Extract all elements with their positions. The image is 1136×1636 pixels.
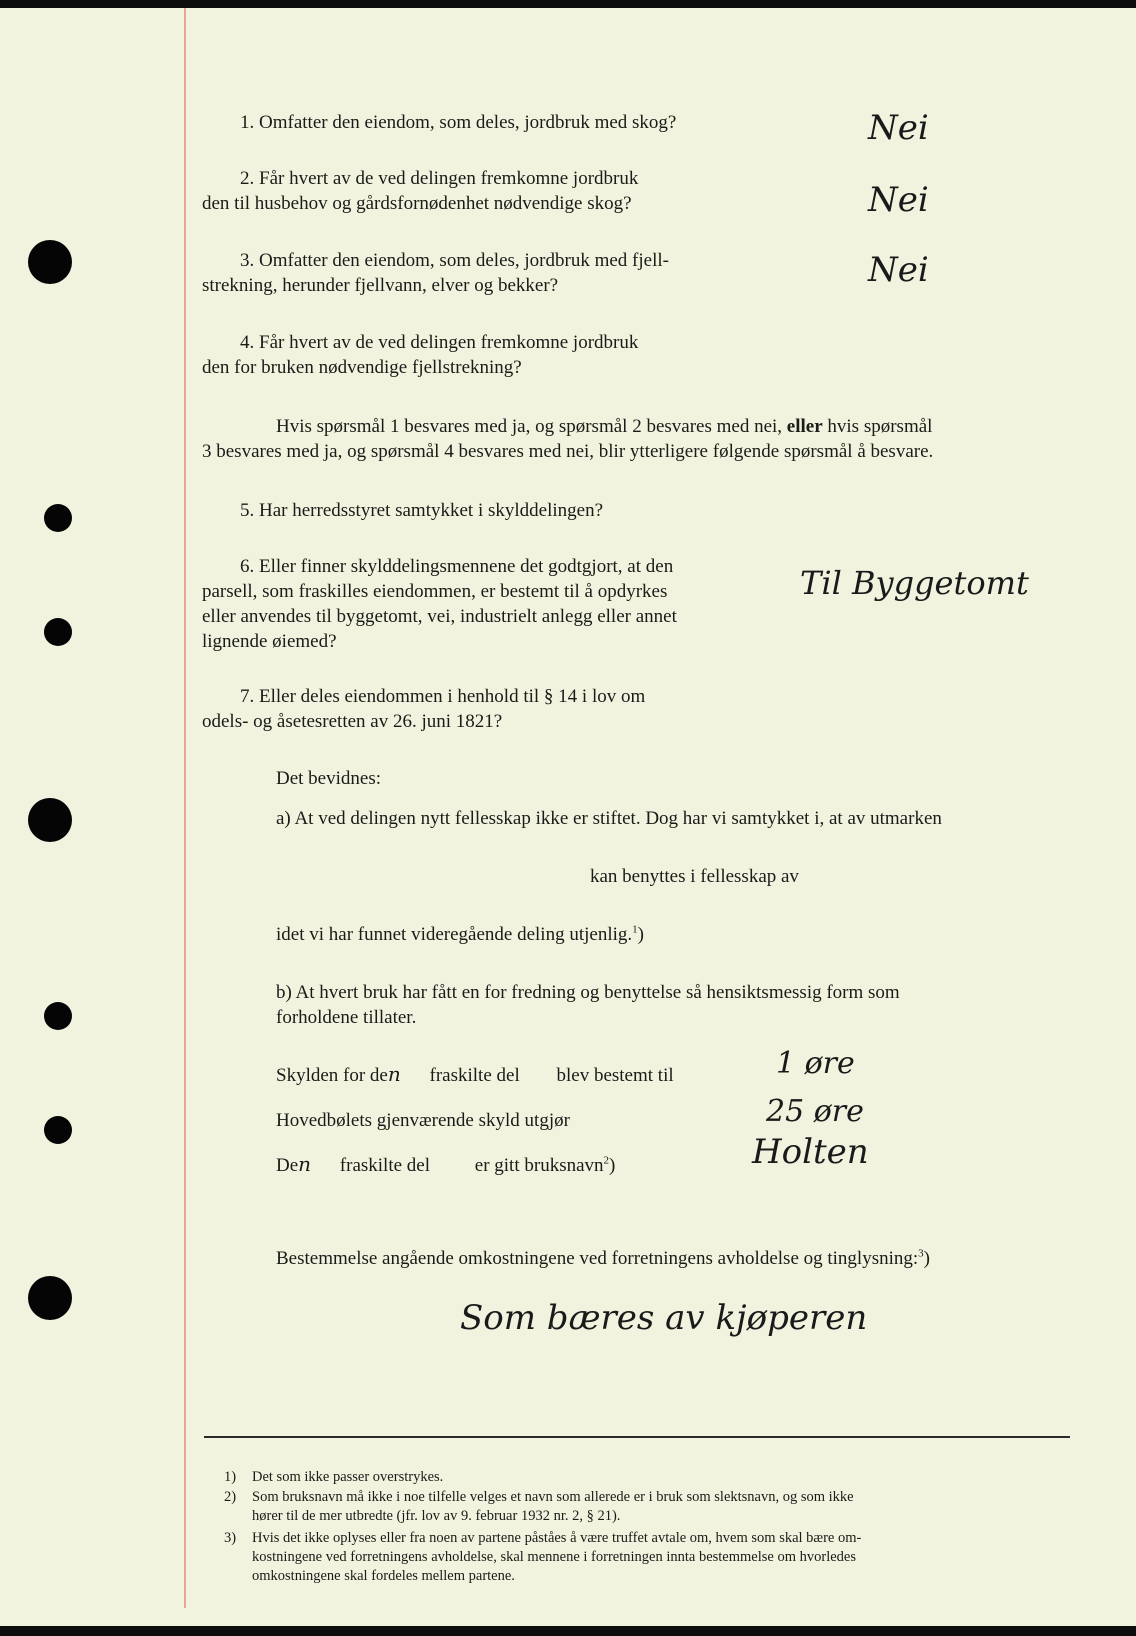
- skyld-value: 1 øre: [776, 1046, 855, 1081]
- question-2: [202, 166, 638, 216]
- declaration-a: a) At ved delingen nytt fellesskap ikke er stiftet. Dog har vi samtykket i, at av utmarken: [276, 808, 942, 829]
- binder-hole: [44, 504, 72, 532]
- question-text: 5. Har herredsstyret samtykket i skylddelingen?: [240, 500, 604, 521]
- binder-hole: [44, 1002, 72, 1030]
- instruction-paragraph: [202, 414, 1068, 464]
- binder-hole: [28, 240, 72, 284]
- instruction-text: Hvis spørsmål 1 besvares med ja, og spørsmål 2 besvares med nei,: [276, 416, 783, 437]
- margin-rule: [184, 8, 186, 1608]
- question-text: 4. Får hvert av de ved delingen fremkomne jordbruk: [240, 332, 639, 353]
- bruksnavn-field: Den fraskilte del er gitt bruksnavn$^2$): [276, 1152, 616, 1176]
- question-1: [202, 110, 676, 135]
- question-text: 7. Eller deles eiendommen i henhold til § 14 i lov om: [240, 686, 646, 707]
- question-text: 2. Får hvert av de ved delingen fremkomne jordbruk: [240, 168, 639, 189]
- binder-hole: [28, 798, 72, 842]
- handwritten-answer-q6: Til Byggetomt: [800, 564, 1029, 602]
- footnote-divider: [204, 1436, 1070, 1438]
- question-text: odels- og åsetesretten av 26. juni 1821?: [202, 711, 503, 732]
- question-text: lignende øiemed?: [202, 631, 337, 652]
- costs-label: Bestemmelse angående omkostningene ved forretningens avholdelse og tinglysning:$^3$): [276, 1247, 930, 1269]
- question-4: [202, 330, 638, 380]
- binder-hole: [28, 1276, 72, 1320]
- handwritten-answer-q1: Nei: [868, 108, 929, 148]
- question-5: [202, 498, 603, 523]
- declaration-b-line1: b) At hvert bruk har fått en for fredning og benyttelse så hensiktsmessig form som: [276, 982, 900, 1003]
- skyld-field: Skylden for den fraskilte del blev bestemt til: [276, 1062, 674, 1086]
- declaration-heading: Det bevidnes:: [276, 768, 382, 789]
- declaration-a-end: idet vi har funnet videregående deling utjenlig.$^1$): [276, 923, 644, 945]
- hovedbol-label: Hovedbølets gjenværende skyld utgjør: [276, 1110, 570, 1131]
- handwritten-answer-q3: Nei: [868, 250, 929, 290]
- declaration-b-line2: forholdene tillater.: [276, 1007, 417, 1028]
- binder-hole: [44, 1116, 72, 1144]
- instruction-text: hvis spørsmål: [827, 416, 933, 437]
- question-text: den for bruken nødvendige fjellstrekning?: [202, 357, 522, 378]
- question-text: 6. Eller finner skylddelingsmennene det godtgjort, at den: [240, 556, 674, 577]
- question-text: parsell, som fraskilles eiendommen, er bestemt til å opdyrkes: [202, 581, 668, 602]
- question-6: [202, 554, 677, 654]
- question-text: eller anvendes til byggetomt, vei, industrielt anlegg eller annet: [202, 606, 677, 627]
- question-text: 3. Omfatter den eiendom, som deles, jordbruk med fjell-: [240, 250, 669, 271]
- question-3: [202, 248, 669, 298]
- binder-hole: [44, 618, 72, 646]
- question-text: 1. Omfatter den eiendom, som deles, jordbruk med skog?: [240, 112, 677, 133]
- handwritten-answer-q2: Nei: [868, 180, 929, 220]
- question-text: den til husbehov og gårdsfornødenhet nødvendige skog?: [202, 193, 632, 214]
- bruksnavn-value: Holten: [752, 1132, 869, 1172]
- declaration-a-middle: kan benyttes i fellesskap av: [590, 866, 799, 887]
- instruction-text: 3 besvares med ja, og spørsmål 4 besvares med nei, blir ytterligere følgende spørsmål å besvare.: [202, 441, 934, 462]
- instruction-emphasis: eller: [786, 416, 823, 437]
- question-7: [202, 684, 645, 734]
- document-page: 1. Omfatter den eiendom, som deles, jordbruk med skog? 2. Får hvert av de ved delingen fremkomne jordbruk den til husbehov og gårdsfornødenhet nødvendige skog? 3. Omfatter den eiendom, som deles, jordbruk med fjell- strekning, herunder fjellvann, elver og bekker? 4. Får hvert av de ved delingen fremkomne jordbruk den for bruken nødvendige fjellstrekning? Hvis spørsmål 1 besvares med ja, og spørsmål 2 besvares med nei, eller hvis spørsmål 3 besvares med ja, og spørsmål 4 besvares med nei, blir ytterligere følgende spørsmål å besvare. 5. Har herredsstyret samtykket i skylddelingen? 6. Eller finner skylddelingsmennene det godtgjort, at den parsell, som fraskilles eiendommen, er bestemt til å opdyrkes eller anvendes til byggetomt, vei, industrielt anlegg eller annet lignende øiemed? 7. Eller deles eiendommen i henhold til § 14 i lov om odels- og åsetesretten av 26. juni 1821? Nei Nei Nei Til Byggetomt Det bevidnes: a) At ved delingen nytt fellesskap ikke er stiftet. Dog har vi samtykket i, at av utmarken kan benyttes i fellesskap av idet vi har funnet videregående deling utjenlig.$^1$) b) At hvert bruk har fått en for fredning og benyttelse så hensiktsmessig form som forholdene tillater. Skylden for den fraskilte del blev bestemt til 1 øre Hovedbølets gjenværende skyld utgjør 25 øre Den fraskilte del er gitt bruksnavn$^2$) Holten Bestemmelse angående omkostningene ved forretningens avholdelse og tinglysning:$^3$) Som bæres av kjøperen 1) Det som ikke passer overstrykes. 2) Som bruksnavn må ikke i noe tilfelle velges et navn som allerede er i bruk som slektsnavn, og som ikke hører til de mer utbredte (jfr. lov av 9. februar 1932 nr. 2, § 21). 3) Hvis det ikke oplyses eller fra noen av partene påståes å være truffet avtale om, hvem som skal bære om- kostningene ved forretningens avholdelse, skal mennene i forretningen innta bestemmelse om hvorledes omkostningene skal fordeles mellem partene.: [0, 8, 1136, 1626]
- hovedbol-value: 25 øre: [766, 1094, 864, 1129]
- costs-value: Som bæres av kjøperen: [460, 1298, 868, 1338]
- question-text: strekning, herunder fjellvann, elver og bekker?: [202, 275, 559, 296]
